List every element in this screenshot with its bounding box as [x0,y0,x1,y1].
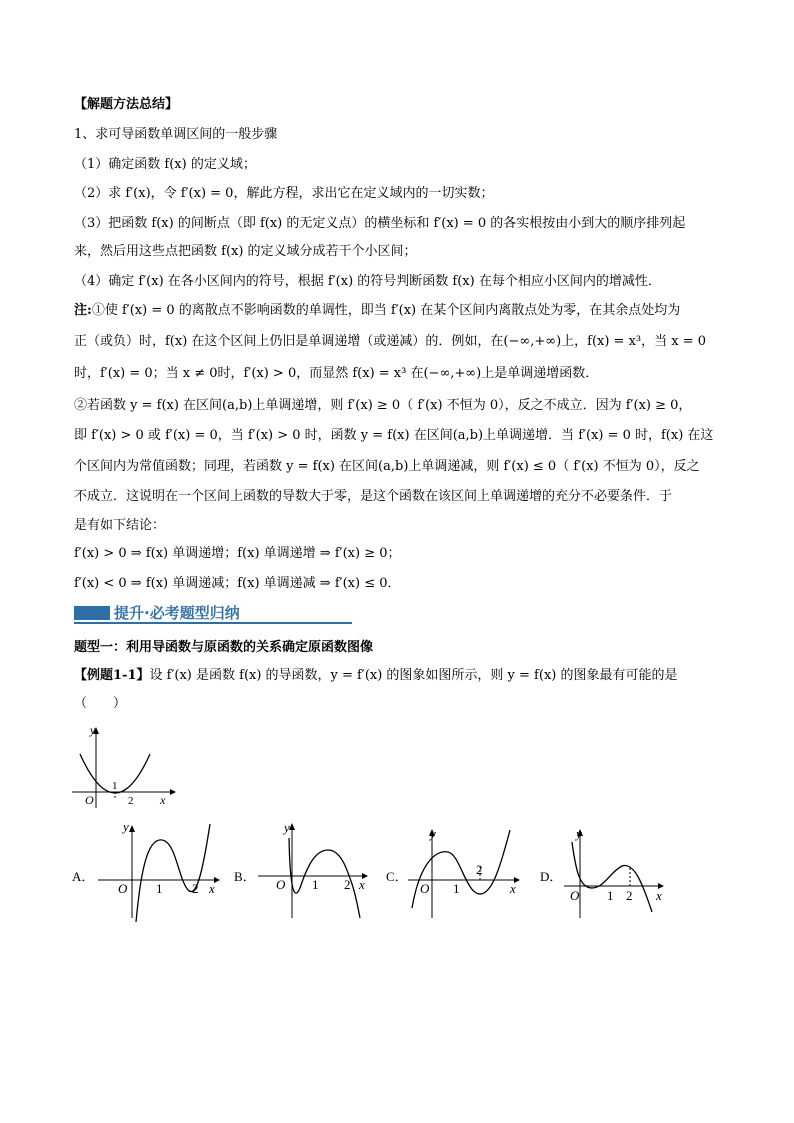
tick-label-2: 2 [128,795,134,807]
y-label: y [284,820,290,835]
origin-label: O [420,881,430,896]
tick-label-2: 2 [476,862,483,877]
tick-label-2: 2 [626,888,633,903]
note-line: 即 f′(x) > 0 或 f′(x) = 0，当 f′(x) > 0 时，函数 y = f(x) 在区间(a,b)上单调递增．当 f′(x) = 0 时，f(x) 在这 [74,428,714,443]
conclusion-line: f′(x) < 0 ⇒ f(x) 单调递减；f(x) 单调递减 ⇒ f′(x) ≤ 0． [74,576,401,591]
option-a-label[interactable]: A． [72,869,95,884]
origin-label: O [118,881,128,896]
option-b-label[interactable]: B． [234,869,256,884]
section-title: 题型一：利用导函数与原函数的关系确定原函数图像 [74,640,374,655]
banner-bar [74,606,110,620]
summary-line: 1、求可导函数单调区间的一般步骤 [74,127,278,142]
example-label: 【例题1-1】 [74,668,150,683]
derivative-graph [70,722,180,812]
example-line [74,666,677,686]
option-c-label[interactable]: C． [386,869,408,884]
x-label: x [656,888,662,903]
example-text: 设 f′(x) 是函数 f(x) 的导函数，y = f′(x) 的图象如图所示，则 y = f(x) 的图象最有可能的是 [149,668,678,683]
banner-underline [74,622,352,624]
option-d-graph[interactable] [562,822,672,922]
tick-label-2: 2 [192,881,199,896]
option-c-curve [412,830,510,908]
tick-label-1: 1 [453,881,460,896]
option-b-graph[interactable] [256,818,376,923]
y-axis-arrow [289,823,295,830]
y-label: y [430,826,436,841]
option-a-curve [136,824,210,922]
summary-line: 来，然后用这些点把函数 f(x) 的定义域分成若干个小区间； [74,244,417,259]
tick-label-2: 2 [344,877,351,892]
note-line [74,301,680,321]
y-axis-arrow [129,825,135,832]
summary-line: （1）确定函数 f(x) 的定义域； [74,157,256,172]
x-axis-arrow [170,789,176,795]
x-label: x [359,877,365,892]
origin-label: O [276,877,286,892]
x-label: x [510,881,516,896]
tick-label-1: 1 [156,881,163,896]
summary-line: （3）把函数 f(x) 的间断点（即 f(x) 的无定义点）的横坐标和 f′(x) = 0 的各实根按由小到大的顺序排列起 [74,216,686,231]
y-label: y [576,826,582,841]
x-axis-arrow [214,877,220,883]
note-line: 个区间内为常值函数；同理，若函数 y = f(x) 在区间(a,b)上单调递减，则 f′(x) ≤ 0（ f′(x) 不恒为 0），反之 [74,459,700,474]
note-line: 是有如下结论： [74,518,166,533]
note-text: ①使 f′(x) = 0 的离散点不影响函数的单调性，即当 f′(x) 在某个区间内离散点处为零，在其余点处均为 [91,303,681,318]
note-line: 不成立．这说明在一个区间上函数的导数大于零，是这个函数在该区间上单调递增的充分不必要条件．于 [74,489,673,504]
conclusion-line: f′(x) > 0 ⇒ f(x) 单调递增；f(x) 单调递增 ⇒ f′(x) ≥ 0； [74,546,401,561]
tick-label-1: 1 [312,877,319,892]
option-a-graph[interactable] [96,818,226,923]
tick-label-1: 1 [112,780,118,792]
option-c-graph[interactable] [406,822,532,922]
note-line: ②若函数 y = f(x) 在区间(a,b)上单调递增，则 f′(x) ≥ 0（ f′(x) 不恒为 0），反之不成立．因为 f′(x) ≥ 0， [74,398,692,413]
note-line: 时，f′(x) = 0；当 x ≠ 0时，f′(x) > 0，而显然 f(x) = x³ 在(−∞,+∞)上是单调递增函数． [74,366,599,381]
y-label: y [123,819,129,834]
x-label: x [209,881,215,896]
section-banner [74,602,352,624]
note-line: 正（或负）时，f(x) 在这个区间上仍旧是单调递增（或递减）的．例如，在(−∞,+∞)上，f(x) = x³，当 x = 0 [74,334,707,349]
origin-label: O [85,793,94,807]
banner-title: 提升·必考题型归纳 [114,604,240,622]
note-label: 注: [74,303,92,318]
x-label: x [160,793,166,807]
origin-label: O [570,888,580,903]
y-label: y [90,723,96,737]
summary-line: （2）求 f′(x)，令 f′(x) = 0，解此方程，求出它在定义域内的一切实数； [74,186,494,201]
summary-line: （4）确定 f′(x) 在各小区间内的符号，根据 f′(x) 的符号判断函数 f(x) 在每个相应小区间内的增减性． [74,274,661,289]
summary-heading: 【解题方法总结】 [74,97,179,112]
tick-label-1: 1 [607,888,614,903]
option-d-label[interactable]: D． [540,869,563,884]
answer-bracket: （ ） [74,696,127,711]
